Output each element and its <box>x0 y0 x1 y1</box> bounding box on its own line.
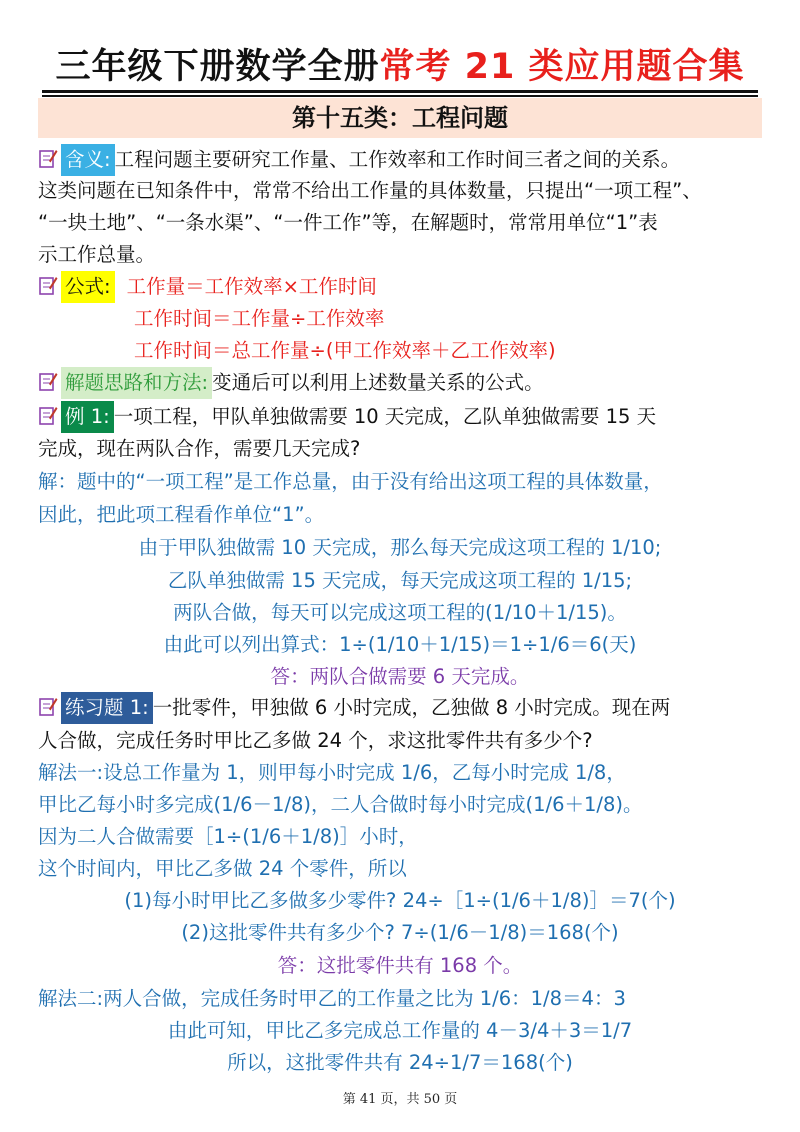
example-answer: 答：两队合做需要 6 天完成。 <box>270 665 530 688</box>
method2-step-2: 所以，这批零件共有 24÷1/7＝168(个) <box>227 1051 573 1074</box>
formula-line-3: 工作时间＝总工作量÷(甲工作效率＋乙工作效率) <box>134 339 556 362</box>
title-red-part: 常考 21 类应用题合集 <box>379 47 745 87</box>
note-icon <box>38 695 58 717</box>
meaning-text-1: 工程问题主要研究工作量、工作效率和工作时间三者之间的关系。 <box>114 148 681 171</box>
example-line-2: 完成，现在两队合作，需要几天完成? <box>38 437 361 460</box>
meaning-line-4: 示工作总量。 <box>38 243 156 266</box>
method1-line-4: 这个时间内，甲比乙多做 24 个零件，所以 <box>38 857 407 880</box>
meaning-line-3: “一块土地”、“一条水渠”、“一件工作”等，在解题时，常常用单位“1”表 <box>38 211 658 234</box>
example-tag: 例 1: <box>61 401 114 433</box>
title-underline-thin <box>42 95 758 97</box>
note-icon <box>38 147 58 169</box>
note-icon <box>38 274 58 296</box>
formula-tag: 公式: <box>61 271 115 303</box>
example-step-1: 由于甲队独做需 10 天完成，那么每天完成这项工程的 1/10; <box>138 536 662 559</box>
practice-text-1: 一批零件，甲独做 6 小时完成，乙独做 8 小时完成。现在两 <box>152 696 671 719</box>
method1-line-1: 解法一:设总工作量为 1，则甲每小时完成 1/6，乙每小时完成 1/8， <box>38 761 626 784</box>
practice-tag: 练习题 1: <box>61 692 153 724</box>
meaning-line-1 <box>38 144 680 176</box>
example-step-4: 由此可以列出算式：1÷(1/10＋1/15)＝1÷1/6＝6(天) <box>163 633 637 656</box>
example-solution-2: 因此，把此项工程看作单位“1”。 <box>38 503 325 526</box>
note-icon <box>38 370 58 392</box>
page-title <box>0 44 800 90</box>
example-step-3: 两队合做，每天可以完成这项工程的(1/10＋1/15)。 <box>173 601 627 624</box>
method-text: 变通后可以利用上述数量关系的公式。 <box>212 371 544 394</box>
method1-line-2: 甲比乙每小时多完成(1/6－1/8)，二人合做时每小时完成(1/6＋1/8)。 <box>38 793 643 816</box>
page-footer: 第 41 页，共 50 页 <box>342 1092 458 1107</box>
method1-step-1: (1)每小时甲比乙多做多少零件? 24÷［1÷(1/6＋1/8)］＝7(个) <box>124 889 676 912</box>
title-underline-thick <box>42 90 758 93</box>
title-black-part: 三年级下册数学全册 <box>55 47 380 87</box>
meaning-tag: 含义: <box>61 144 115 176</box>
example-text-1: 一项工程，甲队单独做需要 10 天完成，乙队单独做需要 15 天 <box>113 405 657 428</box>
formula-line-2: 工作时间＝工作量÷工作效率 <box>134 307 385 330</box>
formula-text-1: 工作量＝工作效率×工作时间 <box>126 275 377 298</box>
practice-answer-1: 答：这批零件共有 168 个。 <box>277 954 523 977</box>
example-step-2: 乙队单独做需 15 天完成，每天完成这项工程的 1/15; <box>167 569 633 592</box>
method-tag: 解题思路和方法: <box>61 367 212 399</box>
method2-step-1: 由此可知，甲比乙多完成总工作量的 4－3/4＋3＝1/7 <box>167 1019 633 1042</box>
example-solution-1: 解：题中的“一项工程”是工作总量，由于没有给出这项工程的具体数量， <box>38 470 663 493</box>
method2-line: 解法二:两人合做，完成任务时甲乙的工作量之比为 1/6：1/8＝4：3 <box>38 987 626 1010</box>
section-banner: 第十五类：工程问题 <box>38 98 762 138</box>
practice-line-2: 人合做，完成任务时甲比乙多做 24 个，求这批零件共有多少个? <box>38 729 593 752</box>
method-line <box>38 367 544 399</box>
meaning-line-2: 这类问题在已知条件中，常常不给出工作量的具体数量，只提出“一项工程”、 <box>38 179 702 202</box>
note-icon <box>38 404 58 426</box>
method1-line-3: 因为二人合做需要［1÷(1/6＋1/8)］小时， <box>38 825 418 848</box>
example-line-1 <box>38 401 656 433</box>
method1-step-2: (2)这批零件共有多少个? 7÷(1/6－1/8)＝168(个) <box>181 921 619 944</box>
formula-line-1 <box>38 271 377 303</box>
practice-line-1 <box>38 692 670 724</box>
